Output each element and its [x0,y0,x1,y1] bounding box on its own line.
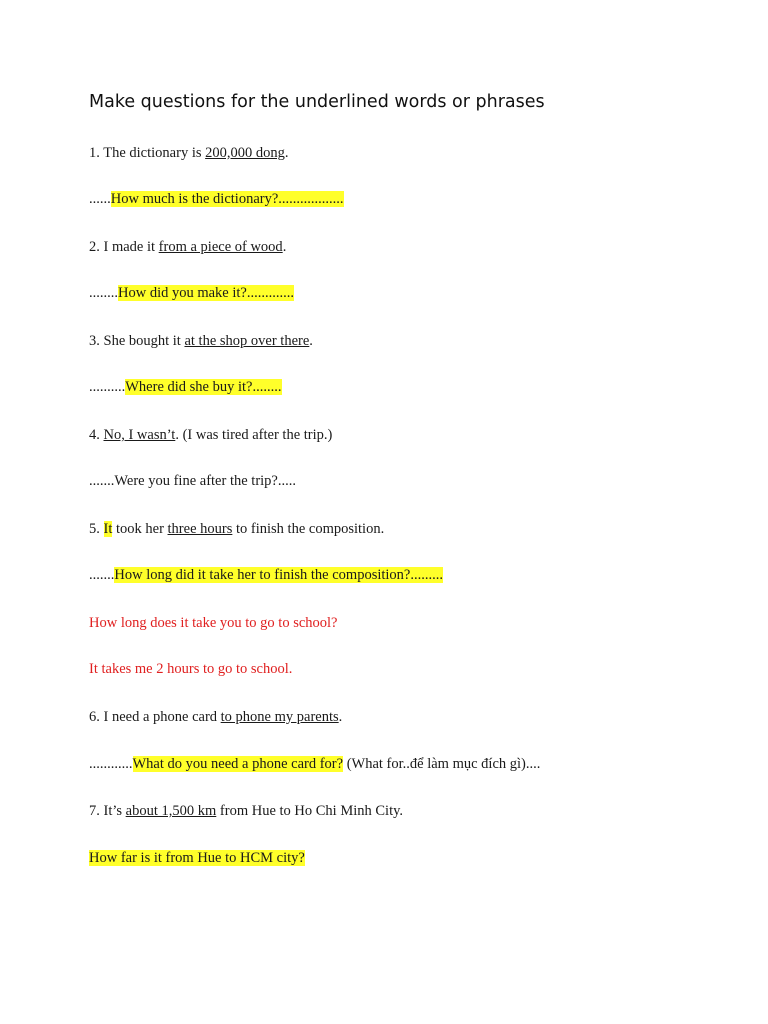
highlighted-answer: Where did she buy it?........ [125,379,282,395]
question-7 [89,802,403,820]
question-text: . [284,145,289,161]
answer-dots: ............ [89,756,133,772]
question-text: . [309,333,313,349]
question-text: from Hue to Ho Chi Minh City. [216,803,404,819]
question-text: . [338,709,343,725]
underlined-phrase: about 1,500 km [125,803,217,819]
question-4 [89,426,332,444]
answer-note: (What for..để làm mục đích gì).... [343,756,541,772]
highlighted-answer: How much is the dictionary?.................. [110,191,344,207]
answer-3 [89,378,282,396]
answer-7 [89,849,305,867]
highlighted-answer: How long did it take her to finish the composition?......... [114,567,443,583]
answer-1 [89,190,344,208]
question-text: took her [112,521,168,537]
question-text: 3. She bought it [89,333,185,349]
underlined-phrase: at the shop over there [184,333,310,349]
question-text: to finish the composition. [232,521,385,537]
answer-text: .......Were you fine after the trip?..... [89,473,296,489]
question-1 [89,144,289,162]
answer-dots: .......... [89,379,126,395]
answer-dots: ...... [89,191,111,207]
highlighted-answer: How far is it from Hue to HCM city? [89,850,305,866]
question-2 [89,238,286,256]
question-text: 1. The dictionary is [89,145,206,161]
answer-dots: ........ [89,285,118,301]
highlighted-answer: How did you make it?............. [118,285,294,301]
answer-dots: ....... [89,567,115,583]
note-line-2: It takes me 2 hours to go to school. [89,661,293,677]
question-5 [89,520,384,538]
underlined-phrase: to phone my parents [220,709,339,725]
question-6 [89,708,342,726]
highlighted-answer: What do you need a phone card for? [132,756,344,772]
question-text: 4. [89,427,104,443]
answer-4 [89,472,296,490]
question-text: 5. [89,521,104,537]
question-3 [89,332,313,350]
worksheet-title: Make questions for the underlined words or phrases [89,92,545,112]
question-text: . (I was tired after the trip.) [175,427,333,443]
highlighted-word: It [103,521,113,537]
underlined-phrase: 200,000 dong [205,145,285,161]
question-text: 6. I need a phone card [89,709,221,725]
question-text: 7. It’s [89,803,126,819]
answer-5 [89,566,443,584]
underlined-phrase: from a piece of wood [158,239,283,255]
answer-6 [89,755,540,773]
question-text: . [282,239,287,255]
note-line-1: How long does it take you to go to school? [89,615,338,631]
underlined-phrase: three hours [167,521,233,537]
answer-2 [89,284,294,302]
underlined-phrase: No, I wasn’t [103,427,176,443]
question-text: 2. I made it [89,239,159,255]
